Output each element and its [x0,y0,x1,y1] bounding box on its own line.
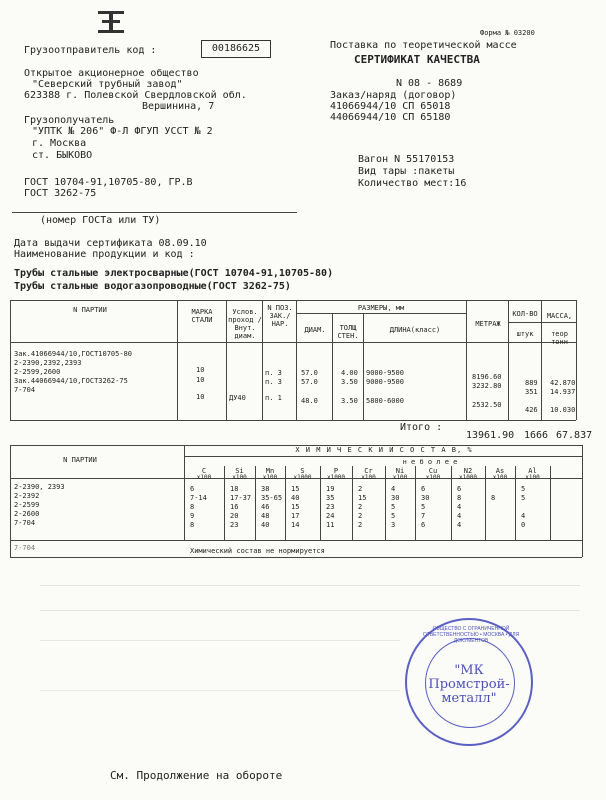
header-position: N ПОЗ. ЗАК./ НАР. [267,304,293,328]
chem-column-multiplier: x100 [196,474,212,481]
chem-value-cell: 4 [457,503,462,511]
form-number: Форма № 03200 [480,29,535,37]
chem-value-cell: 11 [326,521,335,529]
chem-column-multiplier: x1000 [458,474,478,481]
chem-value-cell: 16 [230,503,239,511]
chem-value-cell: 35 [326,494,335,502]
order-line-2: 44066944/10 СП 65180 [330,112,451,123]
header-qty: КОЛ-ВО [512,310,538,318]
faint-line [40,585,580,586]
sender-code-label: Грузоотправитель код : [24,45,157,56]
chem-value-cell: 4 [457,521,462,529]
chem-value-cell: 7 [421,512,426,520]
chem-column-multiplier: x100 [425,474,441,481]
chem-value-cell: 7-14 [190,494,207,502]
sender-code-box: 00186625 [201,40,271,58]
chem-column-header-cu: Cu [428,467,438,475]
chem-value-cell: 15 [358,494,367,502]
chem-value-cell: 6 [421,521,426,529]
faint-line [40,690,400,691]
header-nominal: Услов. проход /Внут. диам. [228,308,262,340]
column-divider [550,466,551,540]
footer-note: См. Продолжение на обороте [110,769,283,782]
chem-note: Химический состав не нормируется [190,547,325,555]
gost-underline [12,212,297,213]
header-diameter: ДИАМ. [304,326,326,334]
delivery-title: Поставка по теоретической массе [330,40,517,51]
chem-value-cell: 2 [358,485,363,493]
chem-value-cell: 15 [291,503,300,511]
issue-date: Дата выдачи сертификата 08.09.10 [14,238,207,249]
chem-value-cell: 20 [230,512,239,520]
chem-column-header-si: Si [235,467,244,475]
order-line-1: 41066944/10 СП 65018 [330,101,451,112]
chem-value-cell: 30 [421,494,430,502]
chem-value-cell: 8 [190,503,195,511]
chem-column-multiplier: x1000 [326,474,346,481]
chem-column-multiplier: x100 [492,474,508,481]
chem-value-cell: 23 [326,503,335,511]
chem-column-multiplier: x100 [525,474,540,481]
product-label: Наименование продукции и код : [14,249,195,260]
header-mass: МАССА, [546,312,573,320]
chem-value-cell: 15 [291,485,300,493]
header-grade: МАРКА СТАЛИ [191,308,213,324]
chem-value-cell: 17 [291,512,300,520]
chem-value-cell: 6 [457,485,462,493]
chem-column-multiplier: x100 [262,474,278,481]
chem-column-header-s: S [300,467,305,475]
chem-column-header-c: C [201,467,207,475]
certificate-title: СЕРТИФИКАТ КАЧЕСТВА [354,53,480,66]
header-qty-unit: штук [516,330,534,338]
order-label: Заказ/наряд (договор) [330,90,457,101]
chem-value-cell: 14 [291,521,300,529]
chem-value-cell: 48 [261,512,270,520]
gost-line-1: ГОСТ 10704-91,10705-80, ГР.В [24,177,193,188]
company-stamp: "МК Промстрой- металл" ОБЩЕСТВО С ОГРАНИЧЕННОЙ ОТВЕТСТВЕННОСТЬЮ • МОСКВА • ДЛЯ ДОКУМЕНТОВ [405,618,533,746]
chem-value-cell: 4 [457,512,462,520]
chem-column-header-as: As [495,467,505,475]
chem-value-cell: 46 [261,503,270,511]
chem-value-cell: 6 [190,485,195,493]
chem-value-cell: 5 [521,494,526,502]
chem-value-cell: 19 [326,485,335,493]
chem-value-cell: 2 [358,512,363,520]
chem-value-cell: 5 [391,503,396,511]
chem-header-title: Х И М И Ч Е С К И Й С О С Т А В, % [295,446,473,454]
wagon-number: Вагон N 55170153 [358,154,455,165]
chem-value-cell: 30 [391,494,400,502]
chem-column-header-mn: Mn [265,467,275,475]
chem-value-cell: 23 [230,521,239,529]
product-line-2: Трубы стальные водогазопроводные(ГОСТ 3262-75) [14,281,291,292]
header-mass-unit: теор тонн [551,330,568,346]
faint-line [40,640,400,641]
chem-value-cell: 0 [521,521,526,529]
chem-value-cell: 5 [391,512,396,520]
chem-column-multiplier: x100 [392,474,408,481]
chem-column-header-ni: Ni [395,467,405,475]
certificate-number: N 08 - 8689 [396,78,463,89]
chem-value-cell: 5 [421,503,426,511]
chem-column-multiplier: x100 [232,474,247,481]
chem-column-multiplier: x1000 [293,474,312,481]
product-line-1: Трубы стальные электросварные(ГОСТ 10704-91,10705-80) [14,268,334,279]
chem-value-cell: 17-37 [230,494,252,502]
pack-type: Вид тары :пакеты [358,166,455,177]
chem-value-cell: 18 [230,485,239,493]
chem-value-cell: 4 [521,512,526,520]
chem-value-cell: 3 [391,521,396,529]
chem-value-cell: 8 [491,494,496,502]
chem-header-batch: N ПАРТИИ [63,456,97,464]
chem-column-header-al: Al [528,467,537,475]
chem-value-cell: 2 [358,521,363,529]
chem-value-cell: 4 [391,485,396,493]
gost-caption: (номер ГОСТа или ТУ) [40,215,161,226]
header-dimensions: РАЗМЕРЫ, мм [357,304,405,312]
chem-column-header-p: P [333,467,339,475]
gost-line-2: ГОСТ 3262-75 [24,188,97,199]
chem-value-cell: 9 [190,512,195,520]
chem-column-header-n2: N2 [463,467,473,475]
chem-header-not-more: н е б о л е е [402,458,458,466]
chem-column-multiplier: x100 [361,474,376,481]
factory-logo-icon [98,11,124,33]
receiver-label: Грузополучатель [24,115,115,126]
header-length: ДЛИНА(класс) [389,326,441,334]
chem-column-header-cr: Cr [364,467,373,475]
chem-value-cell: 38 [261,485,270,493]
header-meters: МЕТРАЖ [475,320,501,328]
chem-value-cell: 6 [421,485,426,493]
chem-value-cell: 40 [261,521,270,529]
header-wall: ТОЛЩ СТЕН. [337,324,359,340]
chem-value-cell: 2 [358,503,363,511]
header-batch: N ПАРТИИ [73,306,107,314]
chem-value-cell: 8 [457,494,462,502]
places-count: Количество мест:16 [358,178,467,189]
chem-value-cell: 8 [190,521,195,529]
chem-value-cell: 40 [291,494,300,502]
note-batch: 7-704 [14,544,36,552]
faint-line [40,610,580,611]
chem-value-cell: 5 [521,485,526,493]
chem-value-cell: 35-65 [261,494,283,502]
chem-value-cell: 24 [326,512,335,520]
